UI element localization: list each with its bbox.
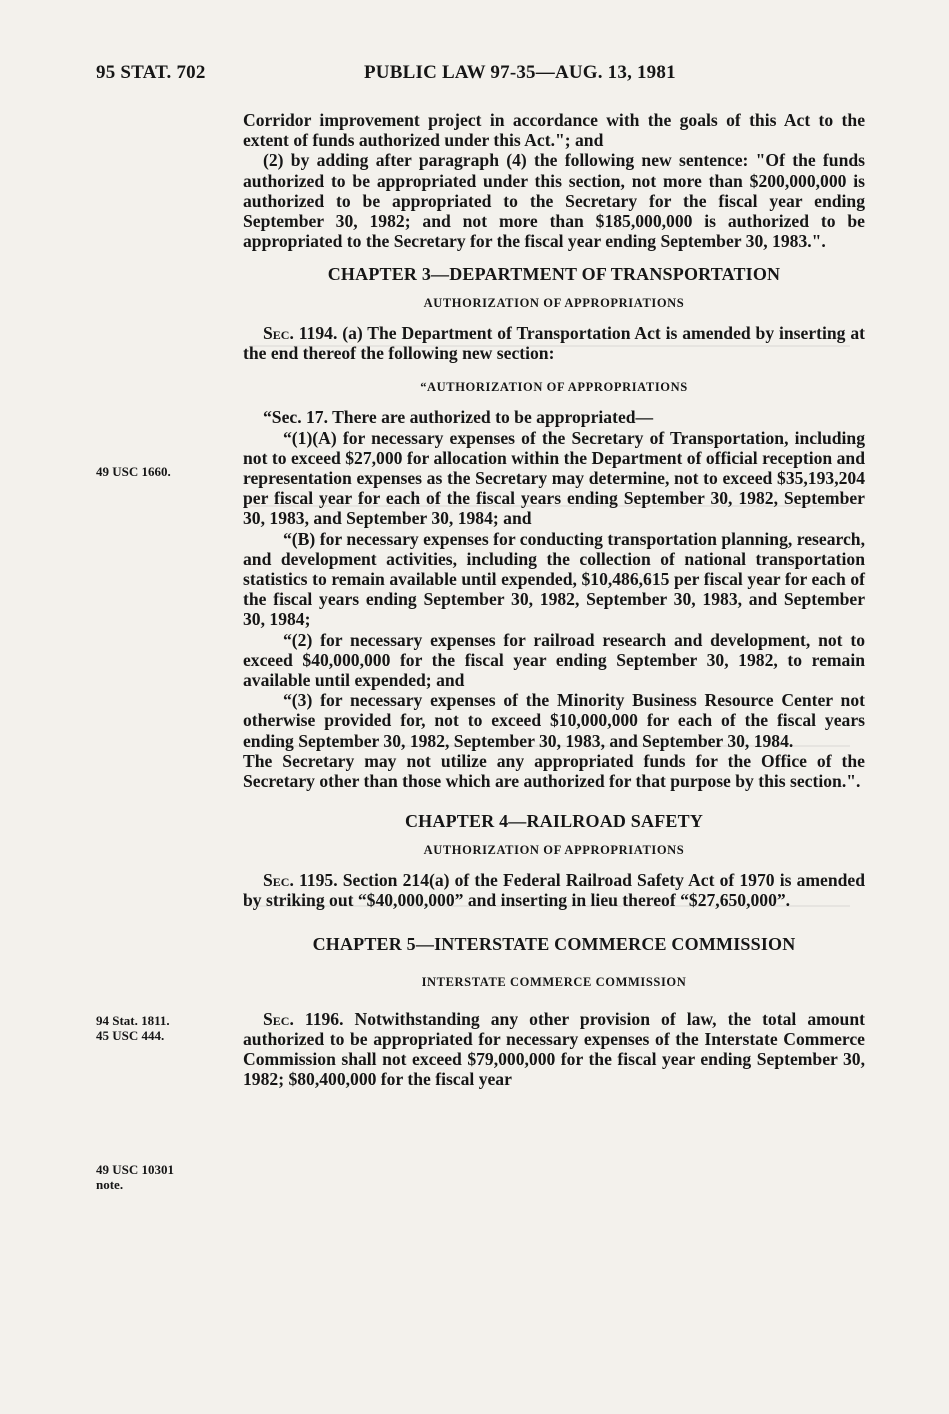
margin-note-stat1811: 94 Stat. 1811. — [96, 1013, 170, 1028]
chapter-5-subheading: INTERSTATE COMMERCE COMMISSION — [421, 975, 687, 990]
paragraph-2-railroad: “(2) for necessary expenses for railroad research and development, not to exceed $40,000,000 for the fiscal year ending September 30, 1982, to remain available until expended; and — [243, 629, 865, 691]
section-1195-text: Section 214(a) of the Federal Railroad Safety Act of 1970 is amended by striking out “$40,000,000” and inserting in lieu thereof “$27,650,000”. — [243, 869, 865, 910]
body-column — [243, 110, 865, 1089]
chapter-3-title: CHAPTER 3—DEPARTMENT OF TRANSPORTATION — [327, 264, 781, 285]
margin-note-usc1660: 49 USC 1660. — [96, 464, 171, 479]
section-1196-text: Notwithstanding any other provision of law, the total amount authorized to be appropriated for necessary expenses of the Interstate Commerce Commission shall not exceed $79,000,000 for the fiscal year ending September 30, 1982; $80,400,000 for the fiscal year — [243, 1008, 865, 1090]
paragraph-corridor: Corridor improvement project in accordance with the goals of this Act to the extent of funds authorized under this Act."; and — [243, 110, 865, 151]
section-1195-label: Sec. 1195. — [263, 869, 338, 890]
section-1194-text: (a) The Department of Transportation Act is amended by inserting at the end thereof the following new section: — [243, 322, 865, 364]
margin-note-usc10301: 49 USC 10301 — [96, 1162, 175, 1177]
section-1196 — [243, 1009, 865, 1090]
section-1194 — [243, 323, 865, 363]
paragraph-B: “(B) for necessary expenses for conducting transportation planning, research, and development activities, including the collection of national transportation statistics to remain available until expended, $10,486,615 per fiscal year for each of the fiscal years ending September 30, 1982, September 30, 1983, and September 30, 1984; — [243, 528, 865, 630]
chapter-5-title: CHAPTER 5—INTERSTATE COMMERCE COMMISSION — [312, 934, 796, 955]
margin-note-note: note. — [96, 1177, 124, 1192]
paragraph-3-minority: “(3) for necessary expenses of the Minority Business Resource Center not otherwise provided for, not to exceed $10,000,000 for each of the fiscal years ending September 30, 1982, September 30, 1983, and September 30, 1984. — [243, 690, 865, 751]
paragraph-secretary: The Secretary may not utilize any appropriated funds for the Office of the Secretary other than those which are authorized for that purpose by this section.". — [243, 750, 865, 792]
section-1194-label: Sec. 1194. — [263, 322, 338, 343]
chapter-3-subheading: AUTHORIZATION OF APPROPRIATIONS — [423, 295, 685, 310]
page-ref: 95 STAT. 702 — [96, 62, 206, 83]
paragraph-1A: “(1)(A) for necessary expenses of the Secretary of Transportation, including not to exceed $27,000 for allocation within the Department of official reception and representation expenses as the Secretary may determine, not to exceed $35,193,204 per fiscal year for each of the fiscal years ending September 30, 1982, September 30, 1983, and September 30, 1984; and — [243, 427, 865, 529]
page-title: PUBLIC LAW 97-35—AUG. 13, 1981 — [364, 62, 676, 83]
margin-note-usc444: 45 USC 444. — [96, 1028, 165, 1043]
authorization-heading: “AUTHORIZATION OF APPROPRIATIONS — [420, 380, 688, 395]
chapter-4-title: CHAPTER 4—RAILROAD SAFETY — [404, 811, 704, 832]
paragraph-2: (2) by adding after paragraph (4) the following new sentence: "Of the funds authorized to be appropriated under this section, not more than $200,000,000 is authorized to be appropriated to the Secretary for the fiscal year ending September 30, 1982; and not more than $185,000,000 is authorized to be appropriated to the Secretary for the fiscal year ending September 30, 1983.". — [243, 150, 865, 252]
section-1195 — [243, 870, 865, 910]
section-1196-label: Sec. 1196. — [263, 1008, 344, 1029]
section-17: “Sec. 17. There are authorized to be appropriated— — [263, 407, 654, 428]
chapter-4-subheading: AUTHORIZATION OF APPROPRIATIONS — [423, 842, 685, 857]
